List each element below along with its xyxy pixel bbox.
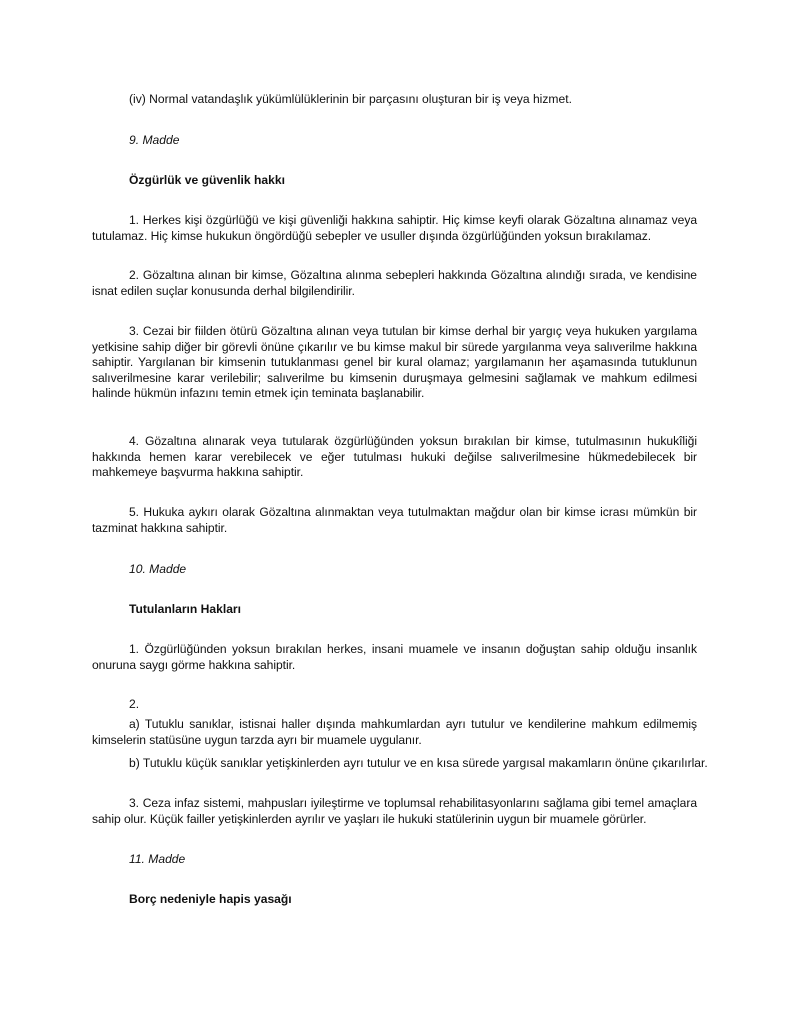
article-10-heading: 10. Madde	[129, 562, 187, 576]
article-10-paragraph-3: 3. Ceza infaz sistemi, mahpusları iyileştirme ve toplumsal rehabilitasyonlarını sağlama gibi temel amaçlara sahip olur. Küçük failler yetişkinlerden ayrılır ve yaşları ile hukuki statülerinin uygun bir muamele görürler.	[92, 796, 697, 826]
article-9-paragraph-4: 4. Gözaltına alınarak veya tutularak özgürlüğünden yoksun bırakılan bir kimse, tutulmasının hukukîliği hakkında hemen karar verebilecek ve eğer tutulması hukuki değilse salıverilmesine hükmedebilecek bir mahkemeye başvurma hakkına sahiptir.	[92, 434, 697, 479]
article-9-paragraph-2: 2. Gözaltına alınan bir kimse, Gözaltına alınma sebepleri hakkında Gözaltına alındığı sırada, ve kendisine isnat edilen suçlar konusunda derhal bilgilendirilir.	[92, 268, 697, 298]
article-9-paragraph-3: 3. Cezai bir fiilden ötürü Gözaltına alınan veya tutulan bir kimse derhal bir yargıç veya hukuken yargılama yetkisine sahip diğer bir görevli önüne çıkarılır ve bu kimse makul bir sürede yargılanma veya salıverilme hakkına sahiptir. Yargılanan bir kimsenin tutuklanması genel bir kural olamaz; yargılamanın her aşamasında tutuklunun salıverilmesine karar verilebilir; salıverilme bu kimsenin duruşmaya gelmesini sağlamak ve mahkum edilmesi halinde hükmün infazını temin etmek için teminata başlanabilir.	[92, 324, 697, 400]
article-10-paragraph-2b: b) Tutuklu küçük sanıklar yetişkinlerden ayrı tutulur ve en kısa sürede yargısal makamların önüne çıkarılırlar.	[129, 756, 708, 770]
article-10-title: Tutulanların Hakları	[129, 602, 242, 616]
article-10-paragraph-1: 1. Özgürlüğünden yoksun bırakılan herkes, insani muamele ve insanın doğuştan sahip olduğu insanlık onuruna saygı görme hakkına sahiptir.	[92, 642, 697, 672]
article-9-paragraph-5: 5. Hukuka aykırı olarak Gözaltına alınmaktan veya tutulmaktan mağdur olan bir kimse icrası mümkün bir tazminat hakkına sahiptir.	[92, 505, 697, 535]
article-10-paragraph-2-number: 2.	[129, 697, 140, 711]
article-10-paragraph-2a: a) Tutuklu sanıklar, istisnai haller dışında mahkumlardan ayrı tutulur ve kendilerine mahkum edilmemiş kimselerin statüsüne uygun tarzda ayrı bir muamele uygulanır.	[92, 717, 697, 747]
item-iv: (iv) Normal vatandaşlık yükümlülüklerinin bir parçasını oluşturan bir iş veya hizmet.	[129, 92, 572, 106]
article-11-title: Borç nedeniyle hapis yasağı	[129, 892, 292, 906]
article-9-paragraph-1: 1. Herkes kişi özgürlüğü ve kişi güvenliği hakkına sahiptir. Hiç kimse keyfi olarak Gözaltına alınamaz veya tutulamaz. Hiç kimse hukukun öngördüğü sebepler ve usuller dışında özgürlüğünden yoksun bırakılamaz.	[92, 213, 697, 243]
article-9-heading: 9. Madde	[129, 133, 180, 147]
article-9-title: Özgürlük ve güvenlik hakkı	[129, 173, 285, 187]
article-11-heading: 11. Madde	[129, 852, 186, 866]
